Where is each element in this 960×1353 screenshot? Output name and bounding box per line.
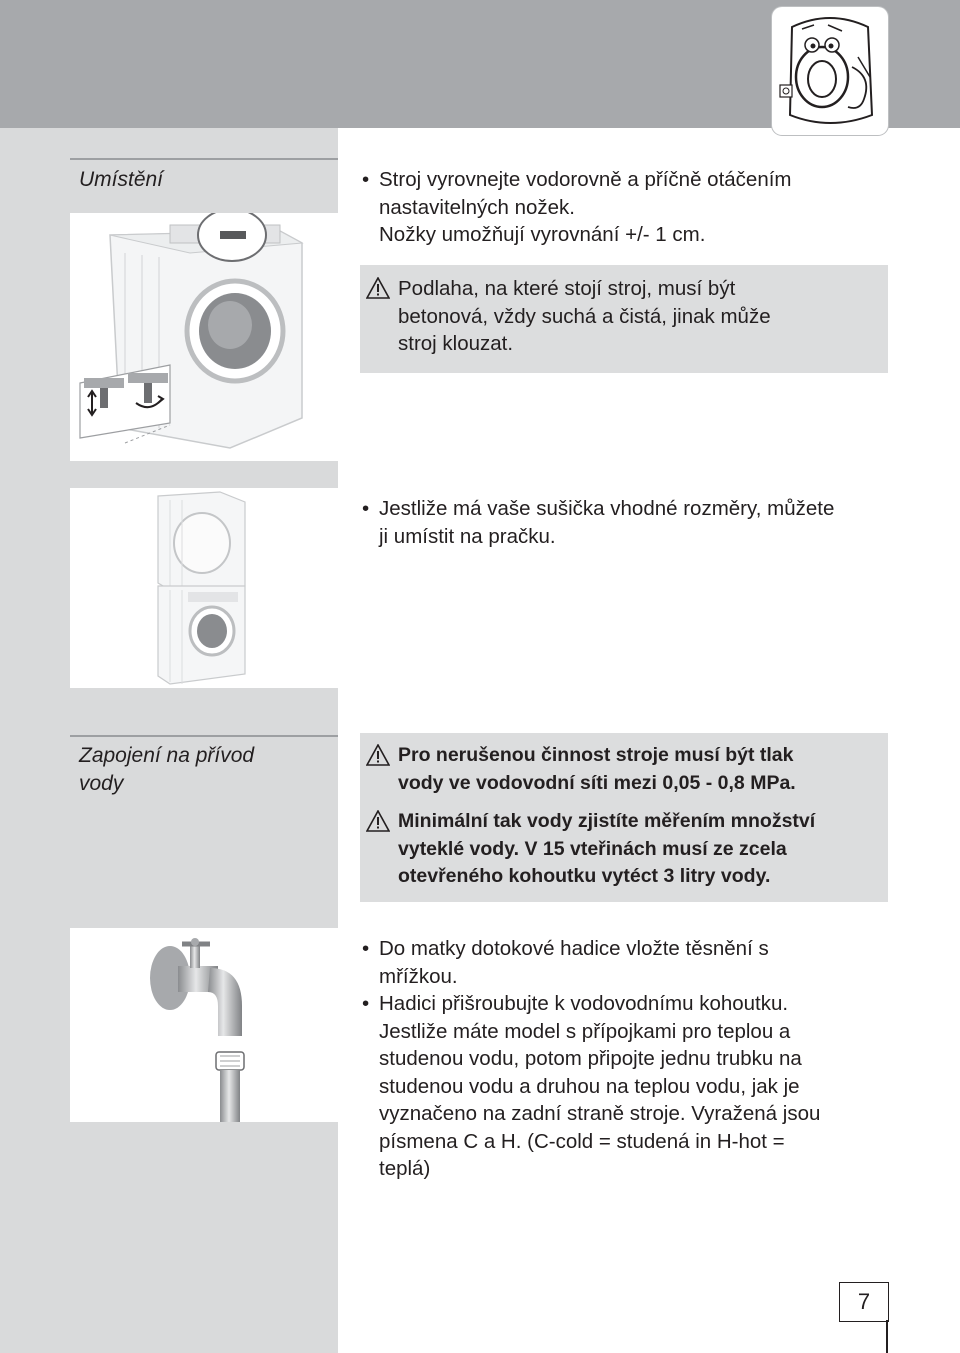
dryer-stacking-instruction <box>362 495 834 550</box>
section-label-umisteni: Umístění <box>79 168 164 191</box>
text-line: otevřeného kohoutku vytéct 3 litry vody. <box>398 865 771 887</box>
text-line: ji umístit na pračku. <box>379 524 556 548</box>
bullet-dot: • <box>362 992 370 1015</box>
text-line: vody ve vodovodní síti mezi 0,05 - 0,8 MPa. <box>398 771 796 794</box>
text-line: Jestliže má vaše sušička vhodné rozměry, můžete <box>379 497 835 520</box>
water-tap-hose-illustration <box>70 928 338 1122</box>
text-line: Nožky umožňují vyrovnání +/- 1 cm. <box>379 223 706 246</box>
text-line: Pro nerušenou činnost stroje musí být tlak <box>398 744 794 766</box>
text-line: Do matky dotokové hadice vložte těsnění s <box>379 937 769 960</box>
text-line: vyteklé vody. V 15 vteřinách musí ze zcela <box>398 837 787 860</box>
bullet-dot: • <box>362 168 370 191</box>
bullet-dot: • <box>362 937 370 960</box>
text-line: Podlaha, na které stojí stroj, musí být <box>398 277 736 300</box>
text-line: mřížkou. <box>379 964 458 988</box>
text-line: Hadici přišroubujte k vodovodnímu kohoutku. <box>379 992 789 1015</box>
text-line: studenou vodu, potom připojte jednu trubku na <box>379 1047 802 1070</box>
section-divider <box>70 735 338 737</box>
text-line: Minimální tak vody zjistíte měřením množství <box>398 810 816 832</box>
text-line: písmena C a H. (C-cold = studená in H-hot = <box>379 1129 785 1153</box>
text-line: Stroj vyrovnejte vodorovně a příčně otáčením <box>379 168 792 191</box>
text-line: Jestliže máte model s přípojkami pro teplou a <box>379 1019 791 1043</box>
warning-box-water-pressure <box>360 733 888 902</box>
text-line: vody <box>79 772 124 795</box>
stacked-dryer-illustration <box>70 488 338 688</box>
hose-connection-instructions <box>362 935 820 1183</box>
text-line: stroj klouzat. <box>398 332 514 355</box>
text-line: teplá) <box>379 1157 431 1180</box>
text-line: nastavitelných nožek. <box>379 195 576 219</box>
page-number: 7 <box>839 1282 889 1322</box>
bullet-dot: • <box>362 497 370 520</box>
page-number-tick <box>886 1320 888 1353</box>
section-label-water-supply <box>79 742 254 798</box>
text-line: betonová, vždy suchá a čistá, jinak může <box>398 304 771 328</box>
warning-box-floor <box>360 265 888 373</box>
text-line: studenou vodu a druhou na teplou vodu, jak je <box>379 1074 800 1098</box>
text-line: Zapojení na přívod <box>79 744 255 767</box>
text-line: vyznačeno na zadní straně stroje. Vyražená jsou <box>379 1102 821 1125</box>
washing-machine-mascot-icon <box>772 7 888 135</box>
section-divider <box>70 158 338 160</box>
washing-machine-feet-illustration <box>70 213 338 461</box>
leveling-instructions <box>362 166 792 249</box>
